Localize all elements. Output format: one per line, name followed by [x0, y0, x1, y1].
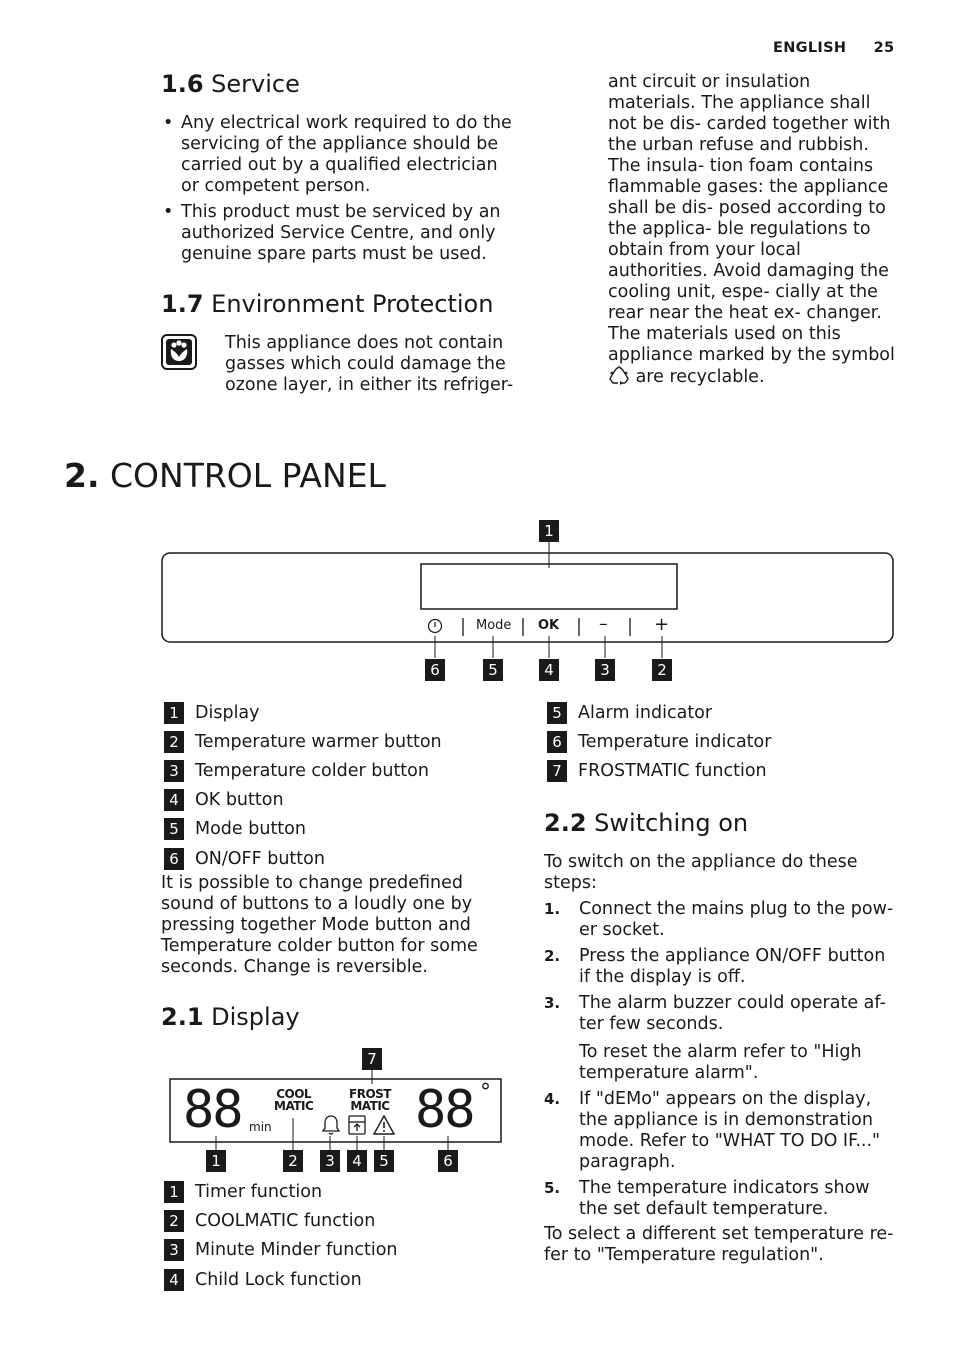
callout-plus: 2 [652, 659, 672, 681]
list-item: • This product must be serviced by an authorized Service Centre, and only genuine spare parts must be used. [161, 202, 521, 265]
legend-item: 2 COOLMATIC function [164, 1210, 375, 1232]
legend-item: 6 ON/OFF button [164, 848, 325, 870]
frostmatic-indicator: FROST MATIC [349, 1087, 391, 1113]
callout-2: 2 [283, 1150, 303, 1172]
list-item: 5. The temperature indicators show the set default temperature. [544, 1178, 870, 1219]
sound-note: It is possible to change predefined sound of buttons to a loudly one by pressing together Mode button and Temperature colder button for some seconds. Change is reversible. [161, 873, 478, 977]
legend-item: 5 Alarm indicator [547, 702, 712, 724]
heading-1-6: 1.6 Service [161, 70, 300, 98]
environment-text-left: This appliance does not contain gasses which could damage the ozone layer, in either its refriger- [225, 333, 514, 395]
legend-item: 3 Minute Minder function [164, 1239, 398, 1261]
list-item: 1. Connect the mains plug to the pow- er socket. [544, 899, 894, 940]
timer-digits: 88 [183, 1080, 242, 1140]
page-header [773, 40, 894, 56]
min-label: min [249, 1120, 272, 1134]
minus-button[interactable]: – [599, 614, 608, 634]
legend-item: 3 Temperature colder button [164, 760, 429, 782]
control-panel-diagram [161, 518, 897, 688]
list-item: 2. Press the appliance ON/OFF button if the display is off. [544, 946, 886, 987]
callout-power: 6 [425, 659, 445, 681]
legend-item: 4 Child Lock function [164, 1269, 362, 1291]
list-item: 3. The alarm buzzer could operate af- ter few seconds. To reset the alarm refer to "High temperature alarm". [544, 993, 886, 1083]
heading-2-1: 2.1 Display [161, 1003, 300, 1031]
legend-item: 2 Temperature warmer button [164, 731, 442, 753]
environment-text-right: ant circuit or insulation materials. The appliance shall not be dis- carded together with the urban refuse and rubbish. The insula- tion foam contains flammable gases: the appliance shall be dis- posed according to the applica- ble regulations to obtain from your local authorities. Avoid damaging the cooling unit, espe- cially at the rear near the heat ex- changer. The materials used on this appliance marked by the symbol are recyclable. [608, 72, 900, 392]
callout-ok: 4 [539, 659, 559, 681]
switching-on-intro: To switch on the appliance do these steps: [544, 852, 858, 893]
degree-symbol: ° [480, 1080, 491, 1105]
callout-minus: 3 [595, 659, 615, 681]
callout-1: 1 [206, 1150, 226, 1172]
legend-item: 4 OK button [164, 789, 284, 811]
callout-mode: 5 [483, 659, 503, 681]
recycle-icon [608, 366, 630, 392]
callout-6: 6 [438, 1150, 458, 1172]
mode-button[interactable]: Mode [476, 618, 512, 633]
temperature-digits: 88 [415, 1080, 474, 1140]
environment-icon [161, 334, 197, 370]
callout-display: 1 [539, 520, 559, 542]
legend-item: 6 Temperature indicator [547, 731, 771, 753]
legend-item: 7 FROSTMATIC function [547, 760, 767, 782]
display-diagram [169, 1046, 505, 1174]
heading-1-7: 1.7 Environment Protection [161, 290, 494, 318]
legend-item: 1 Display [164, 702, 260, 724]
legend-item: 5 Mode button [164, 818, 306, 840]
list-item: • Any electrical work required to do the servicing of the appliance should be carried out by a qualified electrician or competent person. [161, 113, 521, 197]
language-label: ENGLISH [773, 40, 847, 56]
power-icon[interactable] [427, 618, 443, 634]
callout-4: 4 [347, 1150, 367, 1172]
heading-2: 2. CONTROL PANEL [64, 456, 386, 495]
bell-icon [321, 1114, 341, 1136]
warning-icon [372, 1114, 396, 1136]
plus-button[interactable]: + [654, 614, 670, 635]
switching-on-steps [544, 899, 896, 1220]
lock-icon [347, 1114, 367, 1136]
ok-button[interactable]: OK [538, 618, 560, 633]
service-bullets [161, 113, 521, 270]
legend-item: 1 Timer function [164, 1181, 322, 1203]
coolmatic-indicator: COOL MATIC [274, 1087, 314, 1113]
list-item: 4. If "dEMo" appears on the display, the appliance is in demonstration mode. Refer to "WHAT TO DO IF..." paragraph. [544, 1089, 881, 1172]
callout-3: 3 [320, 1150, 340, 1172]
callout-7: 7 [362, 1048, 382, 1070]
heading-2-2: 2.2 Switching on [544, 809, 749, 837]
switching-on-outro: To select a different set temperature re- fer to "Temperature regulation". [544, 1224, 894, 1265]
page-number: 25 [873, 40, 895, 56]
callout-5: 5 [374, 1150, 394, 1172]
